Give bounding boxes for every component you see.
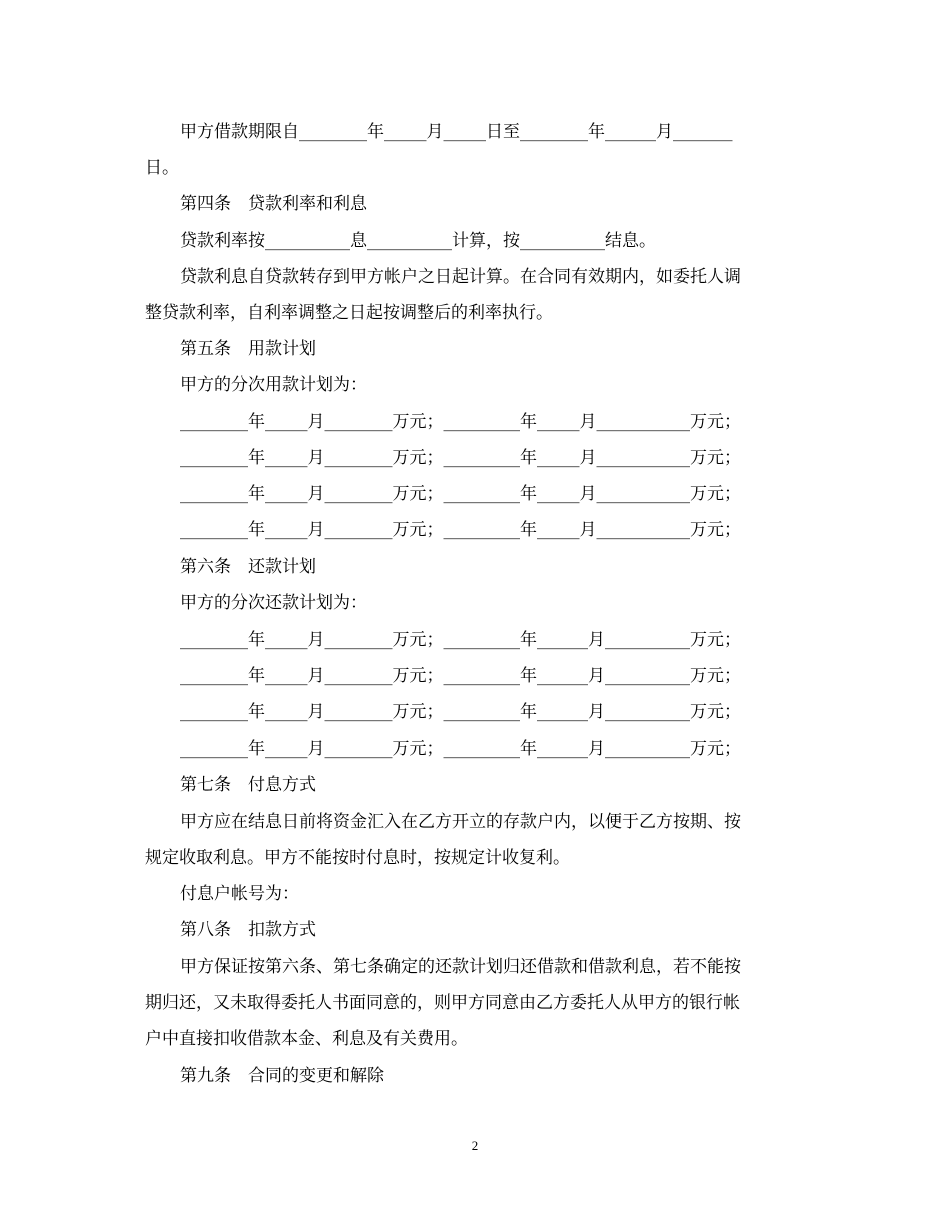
page-number: 2: [471, 1138, 479, 1153]
loan-term-line-continued: 日。: [145, 158, 179, 178]
repayment-plan-intro: 甲方的分次还款计划为：: [180, 593, 367, 613]
interest-paragraph-line-1: 贷款利息自贷款转存到甲方帐户之日起计算。在合同有效期内，如委托人调: [180, 267, 741, 287]
article-5-heading: 第五条 用款计划: [180, 339, 316, 359]
article-9-heading: 第九条 合同的变更和解除: [180, 1066, 384, 1086]
article-6-heading: 第六条 还款计划: [180, 557, 316, 577]
interest-payment-line-2: 规定收取利息。甲方不能按时付息时，按规定计收复利。: [145, 848, 570, 868]
loan-term-line: 甲方借款期限自________年_____月_____日至________年______月_______: [180, 122, 733, 142]
drawdown-plan-row: ________年_____月________万元；_________年_____月___________万元；: [180, 484, 741, 504]
deduction-paragraph-line-1: 甲方保证按第六条、第七条确定的还款计划归还借款和借款利息，若不能按: [180, 957, 741, 977]
interest-rate-line: 贷款利率按__________息__________计算，按__________结息。: [180, 231, 656, 251]
article-7-heading: 第七条 付息方式: [180, 775, 316, 795]
article-8-heading: 第八条 扣款方式: [180, 920, 316, 940]
repayment-plan-row: ________年_____月________万元；_________年______月__________万元；: [180, 666, 741, 686]
interest-account-line: 付息户帐号为：: [180, 884, 299, 904]
drawdown-plan-row: ________年_____月________万元；_________年_____月___________万元；: [180, 448, 741, 468]
interest-payment-line-1: 甲方应在结息日前将资金汇入在乙方开立的存款户内，以便于乙方按期、按: [180, 812, 741, 832]
drawdown-plan-row: ________年_____月________万元；_________年_____月___________万元；: [180, 520, 741, 540]
article-4-heading: 第四条 贷款利率和利息: [180, 194, 367, 214]
drawdown-plan-row: ________年_____月________万元；_________年_____月___________万元；: [180, 412, 741, 432]
deduction-paragraph-line-2: 期归还，又未取得委托人书面同意的，则甲方同意由乙方委托人从甲方的银行帐: [145, 993, 740, 1013]
deduction-paragraph-line-3: 户中直接扣收借款本金、利息及有关费用。: [145, 1029, 468, 1049]
repayment-plan-row: ________年_____月________万元；_________年______月__________万元；: [180, 630, 741, 650]
repayment-plan-row: ________年_____月________万元；_________年______月__________万元；: [180, 702, 741, 722]
interest-paragraph-line-2: 整贷款利率，自利率调整之日起按调整后的利率执行。: [145, 303, 553, 323]
repayment-plan-row: ________年_____月________万元；_________年______月__________万元；: [180, 739, 741, 759]
drawdown-plan-intro: 甲方的分次用款计划为：: [180, 375, 367, 395]
